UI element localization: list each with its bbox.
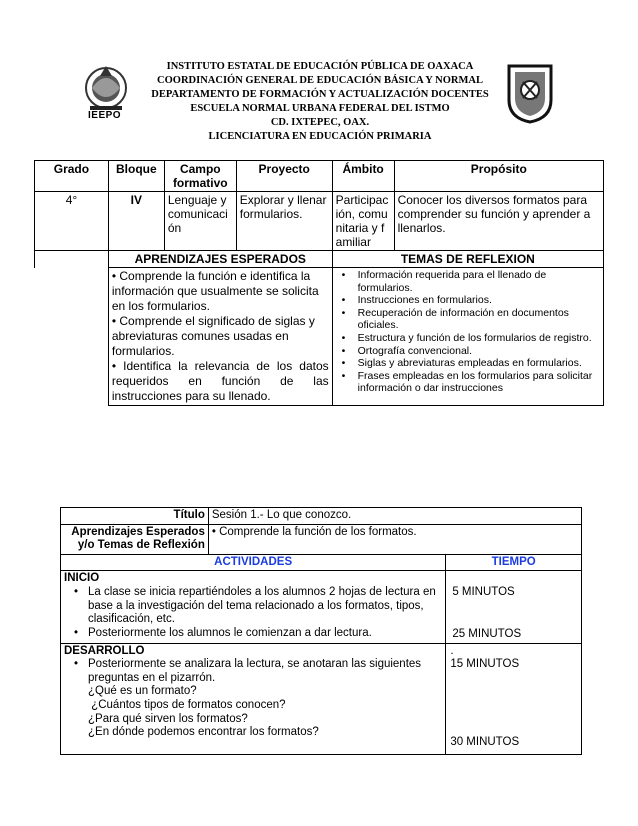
desarrollo-item xyxy=(64,658,442,685)
plan-data-row xyxy=(35,192,604,251)
titulo-row xyxy=(61,508,582,525)
aprendizajes-header: APRENDIZAJES ESPERADOS xyxy=(108,251,332,268)
bullet: • xyxy=(74,658,79,671)
inicio-time-2: 25 MINUTOS xyxy=(452,627,522,640)
pregunta: ¿Cuántos tipos de formatos conocen? xyxy=(88,698,286,711)
inicio-label: INICIO xyxy=(64,572,100,585)
desarrollo-list xyxy=(64,658,442,685)
cell-ambito: Participación, comunitaria y familiar xyxy=(332,192,394,251)
session-table xyxy=(60,507,582,755)
desarrollo-label: DESARROLLO xyxy=(64,644,145,657)
inicio-cell xyxy=(61,571,446,643)
aprendizaje-2: • Comprende el significado de siglas y abreviaturas comunes usadas en formularios. xyxy=(111,314,315,358)
tema-item: • Siglas y abreviaturas empleadas en formularios. xyxy=(336,357,600,370)
header-line-4: ESCUELA NORMAL URBANA FEDERAL DEL ISTMO xyxy=(190,103,450,114)
plan-table xyxy=(34,160,604,406)
session-aprendizajes-value: • Comprende la función de los formatos. xyxy=(208,524,581,554)
header-grado: Grado xyxy=(35,161,109,192)
desarrollo-item-text: Posteriormente se analizara la lectura, se anotaran las siguientes preguntas en el pizarrón. xyxy=(88,658,422,684)
tema-item: • Recuperación de información en documentos oficiales. xyxy=(336,307,600,332)
header-proyecto: Proyecto xyxy=(236,161,332,192)
tema-item: • Estructura y función de los formularios de registro. xyxy=(336,332,600,345)
actividades-header: ACTIVIDADES xyxy=(61,554,446,571)
aprendizajes-cell xyxy=(108,268,332,406)
header-line-5: CD. IXTEPEC, OAX. xyxy=(270,117,370,128)
pregunta: ¿Para qué sirven los formatos? xyxy=(88,712,248,725)
desarrollo-cell xyxy=(61,643,446,754)
desarrollo-time-1: 15 MINUTOS xyxy=(450,658,520,671)
header-bloque: Bloque xyxy=(108,161,164,192)
tiempo-header: TIEMPO xyxy=(446,554,582,571)
pregunta: ¿En dónde podemos encontrar los formatos? xyxy=(88,726,319,739)
pregunta: ¿Qué es un formato? xyxy=(88,685,197,698)
desarrollo-times xyxy=(446,643,582,754)
preguntas xyxy=(64,685,442,739)
titulo-value: Sesión 1.- Lo que conozco. xyxy=(208,508,581,525)
desarrollo-row xyxy=(61,643,582,754)
ieepo-logo-text: IEEPO xyxy=(88,110,122,121)
cell-proyecto: Explorar y llenar formularios. xyxy=(236,192,332,251)
cell-bloque: IV xyxy=(108,192,164,251)
inicio-item: • Posteriormente los alumnos le comienzan a dar lectura. xyxy=(64,627,442,641)
header-proposito: Propósito xyxy=(394,161,603,192)
tema-item: • Ortografía convencional. xyxy=(336,345,600,358)
cell-proposito: Conocer los diversos formatos para comprender su función y aprender a llenarlos. xyxy=(394,192,603,251)
aprendizaje-1: • Comprende la función e identifica la información que usualmente se solicita en los formularios. xyxy=(111,269,319,313)
inicio-time-1: 5 MINUTOS xyxy=(452,586,515,599)
actividades-header-row xyxy=(61,554,582,571)
tema-item: • Instrucciones en formularios. xyxy=(336,294,600,307)
header-line-6: LICENCIATURA EN EDUCACIÓN PRIMARIA xyxy=(208,131,432,142)
tema-item: • Frases empleadas en los formularios para solicitar información o dar instrucciones xyxy=(336,370,600,395)
spacer-cell xyxy=(35,268,109,406)
plan-header-row xyxy=(35,161,604,192)
inicio-row xyxy=(61,571,582,643)
tema-item: • Información requerida para el llenado de formularios. xyxy=(336,269,600,294)
document-header xyxy=(0,60,638,152)
session-aprendizajes-label: Aprendizajes Esperados y/o Temas de Reflexión xyxy=(61,524,209,554)
header-line-2: COORDINACIÓN GENERAL DE EDUCACIÓN BÁSICA Y NORMAL xyxy=(157,75,483,86)
header-ambito: Ámbito xyxy=(332,161,394,192)
cell-grado: 4° xyxy=(35,192,109,251)
aprendizajes-header-row xyxy=(35,251,604,268)
header-campo: Campo formativo xyxy=(164,161,236,192)
temas-list xyxy=(336,269,600,395)
inicio-list xyxy=(64,586,442,640)
temas-header: TEMAS DE REFLEXION xyxy=(332,251,603,268)
inicio-times xyxy=(446,571,582,643)
aprendizaje-3: • Identifica la relevancia de los datos requeridos en función de las instrucciones para su llenado. xyxy=(111,359,329,403)
header-line-1: INSTITUTO ESTATAL DE EDUCACIÓN PÚBLICA DE OAXACA xyxy=(166,61,474,72)
aprendizajes-content-row xyxy=(35,268,604,406)
inicio-item: • La clase se inicia repartiéndoles a los alumnos 2 hojas de lectura en base a la investigación del tema relacionado a los formatos, tipos, clasificación, etc. xyxy=(64,586,442,627)
spacer-cell xyxy=(35,251,109,268)
header-line-3: DEPARTAMENTO DE FORMACIÓN Y ACTUALIZACIÓN DOCENTES xyxy=(151,89,489,100)
desarrollo-time-0: . xyxy=(450,644,454,657)
temas-cell xyxy=(332,268,603,406)
desarrollo-time-2: 30 MINUTOS xyxy=(450,735,520,748)
titulo-label: Título xyxy=(61,508,209,525)
cell-campo: Lenguaje y comunicación xyxy=(164,192,236,251)
aprendizajes-row xyxy=(61,524,582,554)
